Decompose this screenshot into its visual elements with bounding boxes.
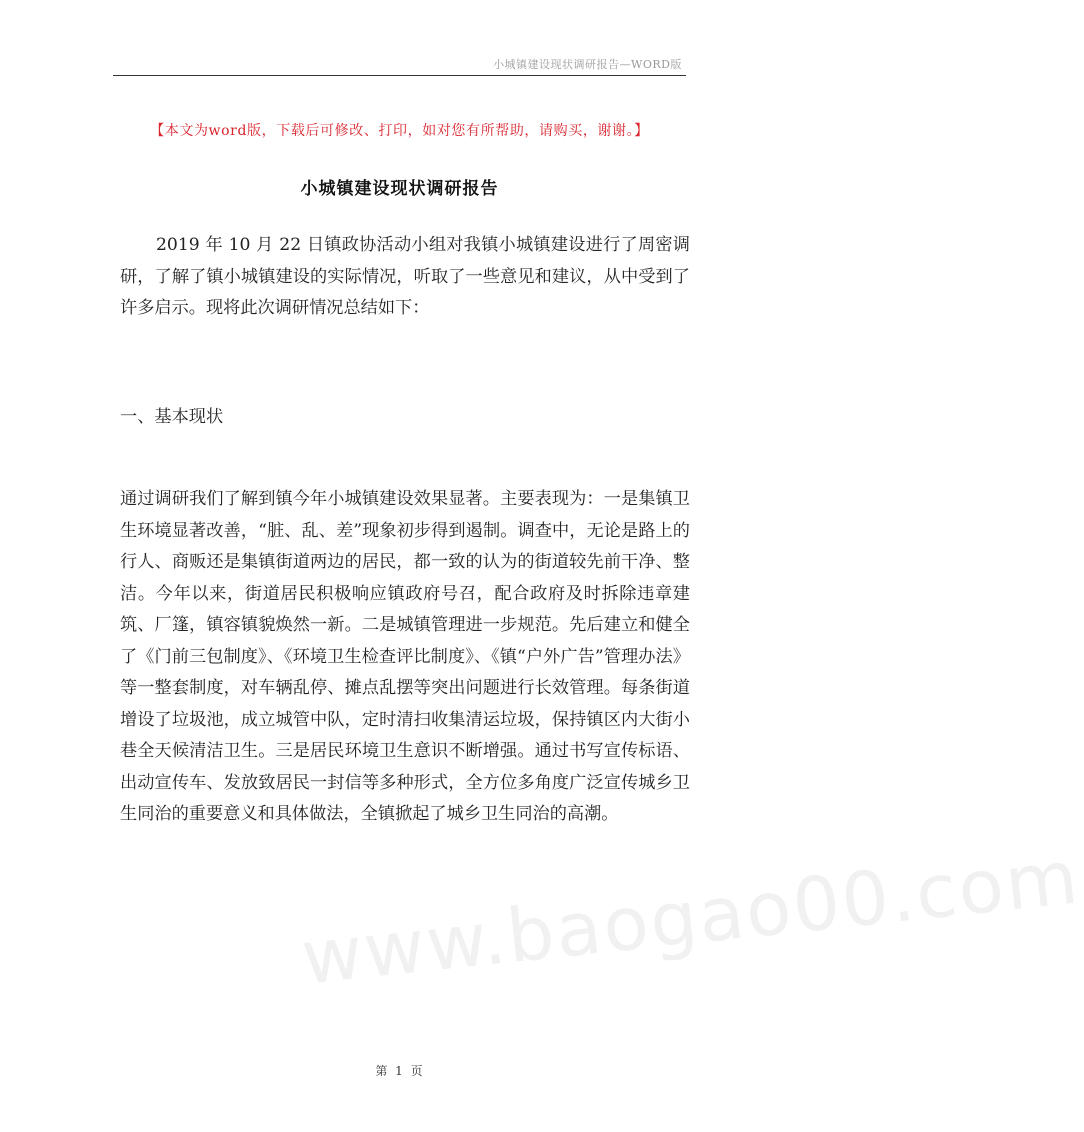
section-heading: 一、基本现状 bbox=[120, 407, 224, 427]
running-header: 小城镇建设现状调研报告—WORD版 bbox=[493, 58, 682, 71]
header-divider bbox=[113, 75, 686, 76]
document-title: 小城镇建设现状调研报告 bbox=[300, 179, 499, 199]
body-paragraph: 通过调研我们了解到镇今年小城镇建设效果显著。主要表现为：一是集镇卫生环境显著改善，“脏、乱、差”现象初步得到遏制。调查中，无论是路上的行人、商贩还是集镇街道两边的居民，都一致的认为的街道较先前干净、整洁。今年以来，街道居民积极响应镇政府号召，配合政府及时拆除违章建筑、厂篷，镇容镇貌焕然一新。二是城镇管理进一步规范。先后建立和健全了《门前三包制度》、《环境卫生检查评比制度》、《镇“户外广告”管理办法》等一整套制度，对车辆乱停、摊点乱摆等突出问题进行长效管理。每条街道增设了垃圾池，成立城管中队，定时清扫收集清运垃圾，保持镇区内大街小巷全天候清洁卫生。三是居民环境卫生意识不断增强。通过书写宣传标语、出动宣传车、发放致居民一封信等多种形式，全方位多角度广泛宣传城乡卫生同治的重要意义和具体做法，全镇掀起了城乡卫生同治的高潮。 bbox=[120, 489, 690, 824]
intro-paragraph: 2019 年 10 月 22 日镇政协活动小组对我镇小城镇建设进行了周密调研，了解了镇小城镇建设的实际情况，听取了一些意见和建议，从中受到了许多启示。现将此次调研情况总结如下： bbox=[120, 235, 690, 318]
page-number: 第 1 页 bbox=[375, 1064, 425, 1078]
purchase-notice: 【本文为word版，下载后可修改、打印，如对您有所帮助，请购买，谢谢。】 bbox=[150, 123, 649, 139]
site-watermark: www.baogao00.com bbox=[297, 834, 1084, 1002]
